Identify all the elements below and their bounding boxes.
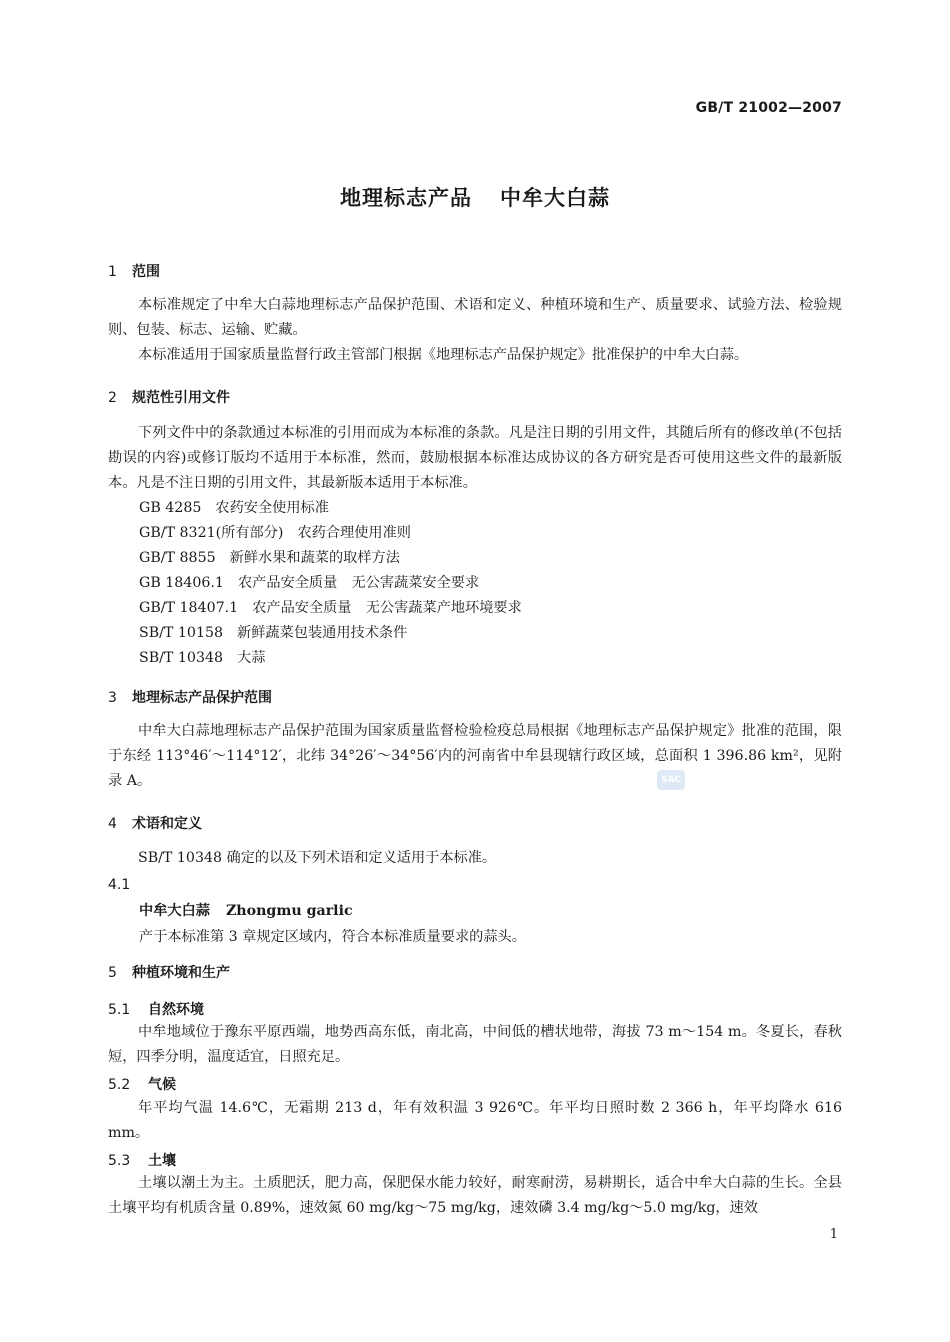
section-1-para-1: 本标准规定了中牟大白蒜地理标志产品保护范围、术语和定义、种植环境和生产、质量要求、试验方法、检验规则、包装、标志、运输、贮藏。	[108, 297, 842, 338]
ref-item: GB/T 8321(所有部分) 农药合理使用准则	[139, 525, 411, 541]
watermark-logo: SAC	[657, 770, 685, 790]
section-4-heading: 4 术语和定义	[108, 816, 202, 832]
ref-item: GB/T 18407.1 农产品安全质量 无公害蔬菜产地环境要求	[139, 600, 522, 616]
ref-item: GB 18406.1 农产品安全质量 无公害蔬菜安全要求	[139, 575, 480, 591]
subsection-5-1-body	[108, 1020, 842, 1070]
ref-item: SB/T 10348 大蒜	[139, 650, 266, 666]
subsection-5-2-text: 年平均气温 14.6℃，无霜期 213 d，年有效积温 3 926℃。年平均日照时数 2 366 h，年平均降水 616 mm。	[108, 1100, 842, 1141]
ref-item: SB/T 10158 新鲜蔬菜包装通用技术条件	[139, 625, 408, 641]
ref-item: GB/T 8855 新鲜水果和蔬菜的取样方法	[139, 550, 400, 566]
subsection-5-2-body	[108, 1096, 842, 1146]
subsection-5-3-heading: 5.3 土壤	[108, 1153, 176, 1169]
section-2-body	[108, 421, 842, 496]
standard-number: GB/T 21002—2007	[695, 100, 842, 116]
section-1-para-2: 本标准适用于国家质量监督行政主管部门根据《地理标志产品保护规定》批准保护的中牟大白蒜。	[138, 347, 749, 363]
term-entry	[139, 900, 353, 920]
term-english: Zhongmu garlic	[225, 903, 353, 919]
title-part2: 中牟大白蒜	[500, 186, 610, 210]
subsection-5-3-text: 土壤以潮土为主。土质肥沃，肥力高，保肥保水能力较好，耐寒耐涝，易耕期长，适合中牟大白蒜的生长。全县土壤平均有机质含量 0.89%，速效氮 60 mg/kg～75 mg/kg，速效磷 3.4 mg/kg～5.0 mg/kg，速效	[108, 1175, 842, 1216]
section-4-body	[108, 846, 842, 871]
ref-item: GB 4285 农药安全使用标准	[139, 500, 329, 516]
section-3-heading: 3 地理标志产品保护范围	[108, 690, 272, 706]
section-3-para-1: 中牟大白蒜地理标志产品保护范围为国家质量监督检验检疫总局根据《地理标志产品保护规定》批准的范围，限于东经 113°46′～114°12′，北纬 34°26′～34°56′内的河南省中牟县现辖行政区域，总面积 1 396.86 km²，见附录 A。	[108, 723, 842, 789]
subsection-5-3-body	[108, 1171, 842, 1221]
document-title	[0, 182, 950, 212]
section-2-para-1: 下列文件中的条款通过本标准的引用而成为本标准的条款。凡是注日期的引用文件，其随后所有的修改单(不包括勘误的内容)或修订版均不适用于本标准，然而，鼓励根据本标准达成协议的各方研究是否可使用这些文件的最新版本。凡是不注日期的引用文件，其最新版本适用于本标准。	[108, 425, 842, 491]
subsection-4-1-number: 4.1	[108, 877, 131, 893]
title-part1: 地理标志产品	[340, 186, 472, 210]
section-2-heading: 2 规范性引用文件	[108, 390, 230, 406]
subsection-5-1-text: 中牟地域位于豫东平原西端，地势西高东低，南北高，中间低的槽状地带，海拔 73 m～154 m。冬夏长，春秋短，四季分明，温度适宜，日照充足。	[108, 1024, 842, 1065]
section-1-body	[108, 293, 842, 368]
section-3-body	[108, 719, 842, 794]
page-number: 1	[829, 1227, 838, 1242]
section-1-heading: 1 范围	[108, 264, 160, 280]
subsection-5-1-heading: 5.1 自然环境	[108, 1002, 204, 1018]
subsection-5-2-heading: 5.2 气候	[108, 1077, 176, 1093]
section-4-para-1: SB/T 10348 确定的以及下列术语和定义适用于本标准。	[138, 850, 497, 866]
term-definition: 产于本标准第 3 章规定区域内，符合本标准质量要求的蒜头。	[139, 929, 526, 945]
section-5-heading: 5 种植环境和生产	[108, 965, 230, 981]
term-chinese: 中牟大白蒜	[139, 903, 210, 919]
